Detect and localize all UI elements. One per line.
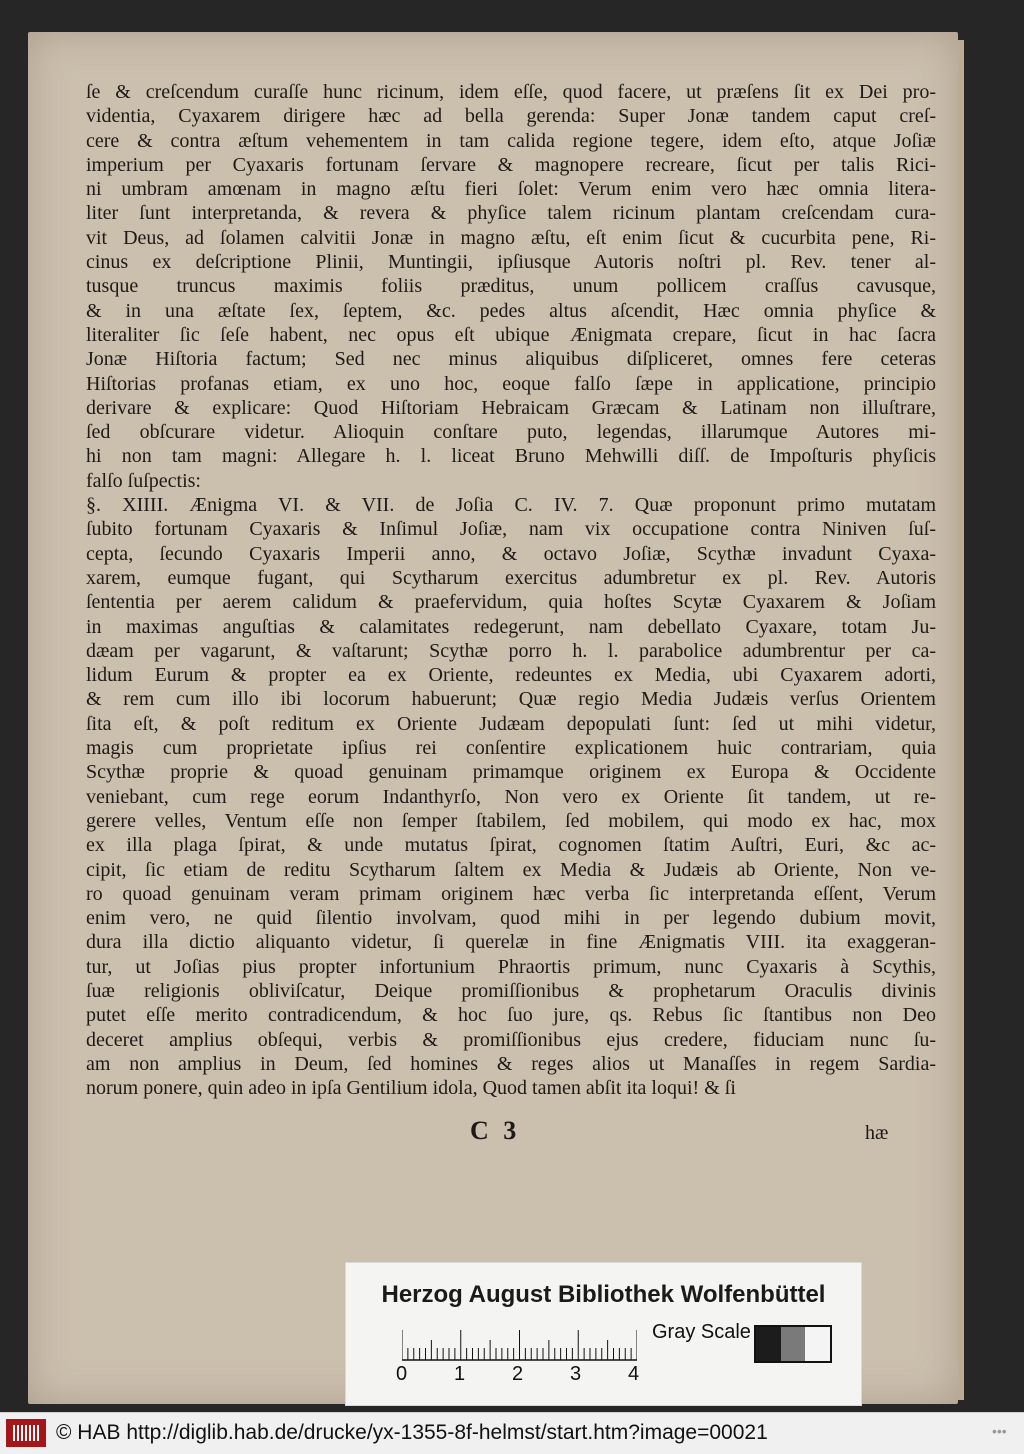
text-line: imperium per Cyaxaris fortunam ſervare & magnopere recreare, ſicut per talis Rici- [86,153,936,176]
text-line: cipit, ſic etiam de reditu Scytharum ſaltem ex Media & Judæis ab Oriente, Non ve- [86,858,936,881]
text-line: vit Deus, ad ſolamen calvitii Jonæ in magno æſtu, eſt enim ſicut & cucurbita pene, Ri- [86,226,936,249]
ruler [402,1323,637,1361]
text-line: norum ponere, quin adeo in ipſa Gentilium idola, Quod tamen abſit ita loqui! & ſi [86,1077,736,1100]
text-line: enim vero, ne quid ſilentio involvam, quod mihi in per legendo dubium movit, [86,907,936,930]
text-line: ſuæ religionis obliviſcatur, Deique promiſſionibus & prophetarum Oraculis divinis [86,979,936,1002]
text-line: ſe & creſcendum curaſſe hunc ricinum, idem eſſe, quod facere, ut præſens ſit ex Dei pro- [86,81,936,103]
text-line: tusque truncus maximis foliis præditus, unum pollicem craſſus cavusque, [86,275,936,298]
ruler-number: 0 [396,1363,408,1385]
ruler-number: 1 [454,1363,466,1385]
catchword: hæ [865,1122,889,1144]
footer-bar [0,1412,1024,1454]
text-line: Scythæ proprie & quoad genuinam primamque originem ex Europa & Occidente [86,761,936,784]
text-line: ni umbram amœnam in magno æſtu fieri ſolet: Verum enim vero hæc omnia litera- [86,178,936,201]
grayscale-swatch [754,1325,832,1363]
footer-url[interactable]: © HAB http://diglib.hab.de/drucke/yx-1355-8f-helmst/start.htm?image=00021 [56,1421,768,1444]
library-title: Herzog August Bibliothek Wolfenbüttel [381,1281,826,1308]
text-line: putet eſſe merito contradicendum, & hoc ſuo jure, qs. Rebus ſic ſtantibus non Deo [86,1004,936,1027]
text-line: in maximas anguſtias & calamitates redegerunt, nam debellato Cyaxare, totam Ju- [86,615,936,638]
text-line: Jonæ Hiſtoria factum; Sed nec minus aliquibus diſpliceret, omnes fere ceteras [86,348,936,371]
hab-logo-icon [6,1419,46,1447]
ruler-number: 4 [628,1363,640,1385]
text-line: & in una æſtate ſex, ſeptem, &c. pedes altus aſcendit, Hæc omnia phyſice & [86,299,936,322]
text-line: lidum Eurum & propter ea ex Oriente, redeuntes ex Media, ubi Cyaxarem adorti, [86,664,936,687]
text-line: hi non tam magni: Allegare h. l. liceat Bruno Mehwilli diſſ. de Impoſturis phyſicis [86,445,936,468]
text-line: ſubito fortunam Cyaxaris & Inſimul Joſiæ, nam vix occupatione contra Niniven ſuſ- [86,518,936,541]
text-line: literaliter ſic ſeſe habent, nec opus eſt ubique Ænigmata crepare, ſicut in hac ſacra [86,323,936,346]
text-line: ſed obſcurare videtur. Alioquin conſtare puto, legendas, illarumque Autores mi- [86,421,936,444]
ruler-number: 2 [512,1363,524,1385]
text-line: deceret amplius obſequi, verbis & promiſſionibus ejus credere, fiduciam nunc ſu- [86,1028,936,1051]
text-line: & rem cum illo ibi locorum habuerunt; Quæ regio Media Judæis verſus Orientem [86,688,936,711]
text-line: cepta, ſecundo Cyaxaris Imperii anno, & octavo Joſiæ, Scythæ invadunt Cyaxa- [86,542,936,565]
ruler-number: 3 [570,1363,582,1385]
text-line: veniebant, cum rege eorum Indanthyrſo, Non vero ex Oriente ſit tandem, ut re- [86,785,936,808]
text-line: am non amplius in Deum, ſed homines & reges alios ut Manaſſes in regem Sardia- [86,1052,936,1075]
text-line: §. XIIII. Ænigma VI. & VII. de Joſia C. IV. 7. Quæ proponunt primo mutatam [86,494,936,517]
text-line: tur, ut Joſias pius propter infortunium Phraortis primum, nunc Cyaxaris à Scythis, [86,955,936,978]
text-line: xarem, eumque fugant, qui Scytharum exercitus adumbretur ex pl. Rev. Autoris [86,566,936,589]
text-line: cinus ex deſcriptione Plinii, Muntingii, ipſiusque Autoris noſtri pl. Rev. tener al- [86,251,936,274]
text-line: cere & contra æſtum vehementem in tam calida regione tegere, idem eſto, atque Joſiæ [86,129,936,152]
text-line: derivare & explicare: Quod Hiſtoriam Hebraicam Græcam & Latinam non illuſtrare, [86,396,936,419]
text-line: dæam per vagarunt, & vaſtarunt; Scythæ porro h. l. parabolice adumbrentur per ca- [86,639,936,662]
text-line: dura illa dictio aliquanto videtur, ſi querelæ in fine Ænigmatis VIII. ita exaggeran- [86,931,936,954]
text-line: ro quoad genuinam veram primam originem hæc verba ſic interpretanda eſſent, Verum [86,882,936,905]
text-line: Hiſtorias profanas etiam, ex uno hoc, eoque falſo ſæpe in applicatione, principio [86,372,936,395]
text-line: ſita eſt, & poſt reditum ex Oriente Judæam depopulati ſunt: ſed ut mihi videtur, [86,712,936,735]
text-line: falſo ſuſpectis: [86,469,201,492]
text-line: videntia, Cyaxarem dirigere hæc ad bella gerenda: Super Jonæ tandem caput creſ- [86,105,936,128]
more-icon: ••• [992,1423,1007,1439]
grayscale-label: Gray Scale [652,1321,751,1343]
text-line: ex illa plaga ſpirat, & unde mutatus ſpirat, cognomen ſtatim Auſtri, Euri, &c ac- [86,834,936,857]
text-line: ſententia per aerem calidum & praefervidum, quia hoſtes Scytæ Cyaxarem & Joſiam [86,591,936,614]
text-line: magis cum proprietate ipſius rei conſentire explicationem huic contrariam, quia [86,737,936,760]
page-text [86,80,936,1100]
ruler-numbers [396,1363,656,1387]
library-label [345,1262,862,1406]
signature-mark: C 3 [470,1116,521,1145]
text-line: gerere velles, Ventum eſſe non ſemper ſtabilem, ſed mobilem, qui modo ex hac, mox [86,809,936,832]
text-line: liter ſunt interpretanda, & revera & phyſice talem ricinum plantam creſcendam cura- [86,202,936,225]
